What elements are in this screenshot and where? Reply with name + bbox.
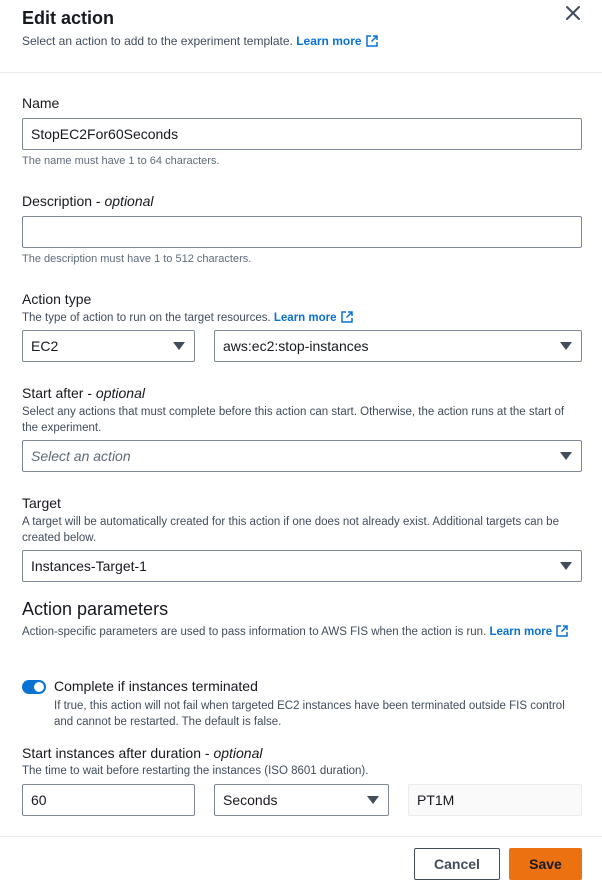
learn-more-text: Learn more: [489, 626, 553, 638]
action-type-label: Action type: [22, 291, 92, 307]
optional-tag: optional: [213, 745, 263, 761]
caret-down-icon: [560, 342, 572, 350]
external-link-icon: [556, 625, 568, 637]
learn-more-link[interactable]: [296, 34, 377, 48]
external-link-icon: [341, 311, 353, 323]
cancel-button[interactable]: Cancel: [414, 848, 500, 880]
duration-unit-select[interactable]: [214, 784, 389, 816]
start-after-select[interactable]: [22, 440, 582, 472]
iso-duration-field: PT1M: [408, 784, 582, 816]
action-type-desc-text: The type of action to run on the target resources.: [22, 312, 271, 324]
start-after-label-text: Start after: [22, 385, 84, 401]
action-type-learn-more-link[interactable]: [274, 312, 353, 324]
duration-unit-value: Seconds: [223, 792, 278, 808]
subtitle-text: Select an action to add to the experiment template.: [22, 34, 293, 48]
description-input[interactable]: [22, 216, 582, 248]
learn-more-text: Learn more: [296, 34, 362, 48]
caret-down-icon: [367, 796, 379, 804]
service-select[interactable]: [22, 330, 195, 362]
optional-tag: optional: [95, 385, 145, 401]
target-select[interactable]: [22, 550, 582, 582]
description-label-text: Description: [22, 193, 93, 209]
toggle-knob: [34, 682, 44, 692]
modal-subtitle: [22, 34, 378, 48]
action-select-value: aws:ec2:stop-instances: [223, 338, 369, 354]
action-parameters-desc-text: Action-specific parameters are used to pass information to AWS FIS when the action is run.: [22, 626, 487, 638]
duration-value-input[interactable]: 60: [22, 784, 195, 816]
description-label: Description - optional: [22, 193, 154, 209]
toggle-desc: If true, this action will not fail when targeted EC2 instances have been terminated outside FIS control and cannot be restarted. The default is false.: [54, 700, 565, 728]
name-label: Name: [22, 95, 60, 111]
action-parameters-desc: [22, 624, 570, 640]
caret-down-icon: [560, 452, 572, 460]
start-after-label: Start after - optional: [22, 385, 145, 401]
start-instances-label-text: Start instances after duration: [22, 745, 201, 761]
complete-if-terminated-toggle[interactable]: [22, 680, 46, 694]
optional-tag: optional: [104, 193, 154, 209]
target-label: Target: [22, 495, 61, 511]
modal-header: [0, 0, 602, 73]
toggle-label: Complete if instances terminated: [54, 678, 258, 694]
start-after-placeholder: Select an action: [31, 448, 131, 464]
modal-title: Edit action: [22, 8, 115, 28]
caret-down-icon: [173, 342, 185, 350]
name-hint: The name must have 1 to 64 characters.: [22, 155, 220, 167]
action-parameters-title: Action parameters: [22, 599, 169, 619]
start-instances-label: Start instances after duration - optional: [22, 745, 263, 761]
service-select-value: EC2: [31, 338, 59, 354]
start-after-desc: Select any actions that must complete before this action can start. Otherwise, the action runs at the start of the experiment.: [22, 406, 565, 434]
external-link-icon: [366, 35, 378, 47]
action-select[interactable]: [214, 330, 582, 362]
action-type-desc: [22, 311, 353, 324]
learn-more-text: Learn more: [273, 312, 337, 324]
target-desc: A target will be automatically created for this action if one does not already exist. Additional targets can be created below.: [22, 516, 559, 544]
action-parameters-learn-more-link[interactable]: [489, 626, 568, 638]
save-button[interactable]: Save: [509, 848, 582, 880]
name-input[interactable]: StopEC2For60Seconds: [22, 118, 582, 150]
start-instances-desc: The time to wait before restarting the instances (ISO 8601 duration).: [22, 765, 369, 777]
caret-down-icon: [560, 562, 572, 570]
close-icon[interactable]: [563, 3, 583, 23]
description-hint: The description must have 1 to 512 characters.: [22, 253, 252, 265]
target-select-value: Instances-Target-1: [31, 558, 147, 574]
